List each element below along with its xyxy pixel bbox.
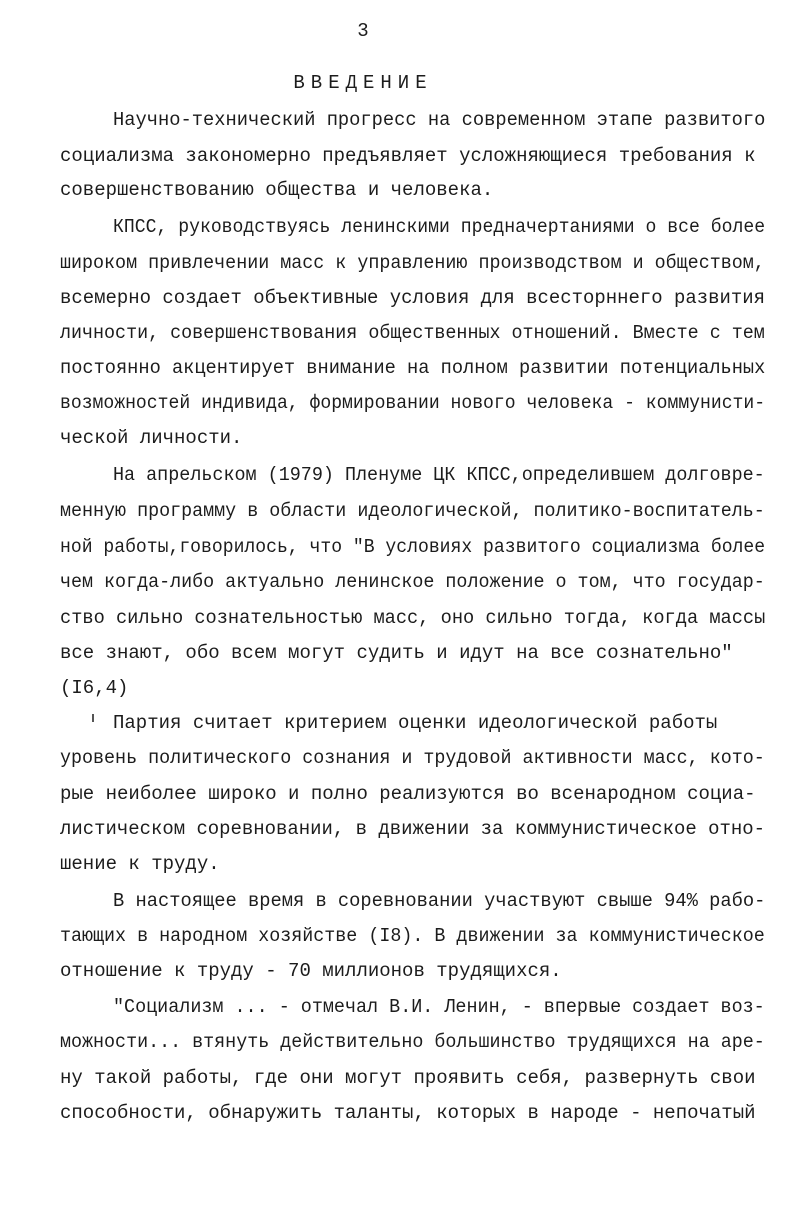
text-line: Партия считает критерием оценки идеологической работы xyxy=(113,712,718,734)
text-line: Научно-технический прогресс на современном этапе развитого xyxy=(113,109,766,131)
text-line: КПСС, руководствуясь ленинскими предначертаниями о все более xyxy=(113,216,766,238)
page-number: 3 xyxy=(357,20,369,42)
text-line: личности, совершенствования общественных отношений. Вместе с тем xyxy=(60,322,765,344)
text-line: ной работы,говорилось, что "В условиях развитого социализма более xyxy=(60,536,766,558)
text-line: На апрельском (1979) Пленуме ЦК КПСС,определившем долговре- xyxy=(113,464,765,486)
text-line: листическом соревновании, в движении за коммунистическое отно- xyxy=(60,818,765,840)
scan-mark xyxy=(92,714,94,722)
text-line: шение к труду. xyxy=(60,853,220,875)
text-line: ну такой работы, где они могут проявить себя, развернуть свои xyxy=(60,1067,756,1089)
citation: (I6,4) xyxy=(60,677,129,699)
section-heading: ВВЕДЕНИЕ xyxy=(293,72,433,94)
text-line: широком привлечении масс к управлению производством и обществом, xyxy=(60,252,765,274)
text-line: все знают, обо всем могут судить и идут на все сознательно" xyxy=(60,642,733,664)
text-line: "Социализм ... - отмечал В.И. Ленин, - впервые создает воз- xyxy=(113,996,765,1018)
text-line: совершенствованию общества и человека. xyxy=(60,179,494,201)
text-line: всемерно создает объективные условия для всесторннего развития xyxy=(60,287,765,309)
text-line: способности, обнаружить таланты, которых в народе - непочатый xyxy=(60,1102,756,1124)
text-line: отношение к труду - 70 миллионов трудящихся. xyxy=(60,960,562,982)
text-line: можности... втянуть действительно большинство трудящихся на аре- xyxy=(60,1031,765,1053)
text-line: уровень политического сознания и трудовой активности масс, кото- xyxy=(60,747,765,769)
text-line: социализма закономерно предъявляет усложняющиеся требования к xyxy=(60,145,756,167)
text-line: тающих в народном хозяйстве (I8). В движении за коммунистическое xyxy=(60,925,765,947)
text-line: ство сильно сознательностью масс, оно сильно тогда, когда массы xyxy=(60,607,766,629)
text-line: возможностей индивида, формировании нового человека - коммунисти- xyxy=(60,392,766,414)
text-line: менную программу в области идеологической, политико-воспитатель- xyxy=(60,500,765,522)
text-line: постоянно акцентирует внимание на полном развитии потенциальных xyxy=(60,357,766,379)
text-line: ческой личности. xyxy=(60,427,243,449)
text-line: чем когда-либо актуально ленинское положение о том, что государ- xyxy=(60,571,765,593)
text-line: В настоящее время в соревновании участвуют свыше 94% рабо- xyxy=(113,890,766,912)
text-line: рые неиболее широко и полно реализуются во всенародном социа- xyxy=(60,783,756,805)
